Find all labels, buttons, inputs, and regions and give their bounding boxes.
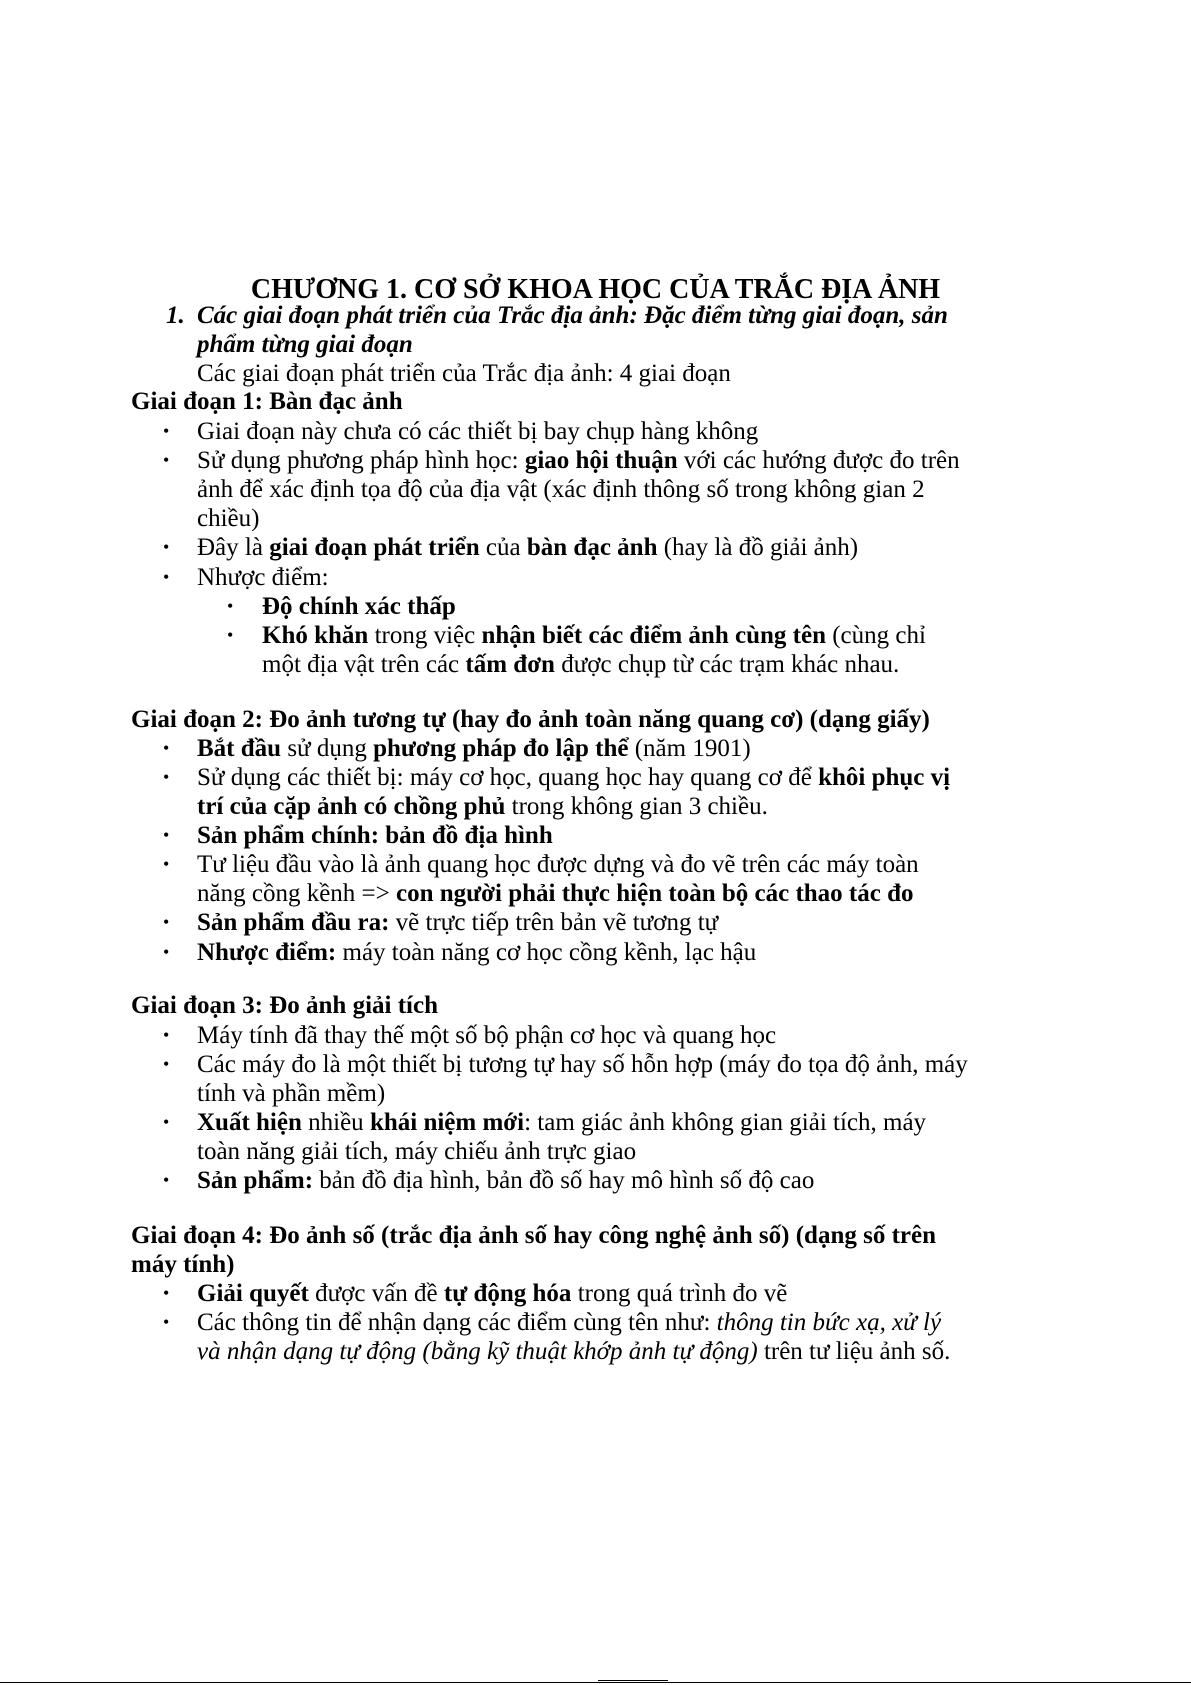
stage3-bullet4: Sản phẩm: bản đồ địa hình, bản đồ số hay mô hình số độ cao bbox=[197, 1167, 815, 1194]
question-number: 1. bbox=[166, 302, 185, 329]
bullet-icon: • bbox=[163, 912, 170, 932]
stage2-bullet3: Sản phẩm chính: bản đồ địa hình bbox=[197, 822, 553, 849]
stage4-heading-line2: máy tính) bbox=[131, 1251, 235, 1278]
bullet-icon: • bbox=[163, 1025, 170, 1045]
stage1-bullet1: Giai đoạn này chưa có các thiết bị bay chụp hàng không bbox=[197, 418, 759, 445]
bullet-icon: • bbox=[163, 421, 170, 441]
stage3-bullet3-line2: toàn năng giải tích, máy chiếu ảnh trực giao bbox=[197, 1138, 637, 1165]
stage2-bullet2-line1: Sử dụng các thiết bị: máy cơ học, quang học hay quang cơ để khôi phục vị bbox=[197, 764, 951, 791]
stage3-heading: Giai đoạn 3: Đo ảnh giải tích bbox=[131, 992, 438, 1019]
stage1-bullet2-line3: chiều) bbox=[197, 505, 260, 532]
stage4-bullet1: Giải quyết được vấn đề tự động hóa trong quá trình đo vẽ bbox=[197, 1280, 788, 1307]
bullet-icon: • bbox=[163, 942, 170, 962]
stage2-bullet6: Nhược điểm: máy toàn năng cơ học cồng kềnh, lạc hậu bbox=[197, 939, 757, 966]
stage2-bullet2-line2: trí của cặp ảnh có chồng phủ trong không gian 3 chiều. bbox=[197, 793, 768, 820]
bullet-icon: • bbox=[163, 537, 170, 557]
bullet-icon: • bbox=[163, 738, 170, 758]
stage2-heading: Giai đoạn 2: Đo ảnh tương tự (hay đo ảnh toàn năng quang cơ) (dạng giấy) bbox=[131, 706, 930, 733]
stage4-heading-line1: Giai đoạn 4: Đo ảnh số (trắc địa ảnh số hay công nghệ ảnh số) (dạng số trên bbox=[131, 1222, 936, 1249]
stage2-bullet1: Bắt đầu sử dụng phương pháp đo lập thể (năm 1901) bbox=[197, 735, 751, 762]
bullet-icon: • bbox=[163, 450, 170, 470]
question-heading-line2: phẩm từng giai đoạn bbox=[197, 331, 413, 358]
stage1-bullet4: Nhược điểm: bbox=[197, 564, 329, 591]
page-bottom-rule bbox=[0, 1682, 1191, 1683]
bullet-icon: • bbox=[163, 767, 170, 787]
stage1-heading: Giai đoạn 1: Bàn đạc ảnh bbox=[131, 388, 403, 415]
stage3-bullet2-line1: Các máy đo là một thiết bị tương tự hay số hỗn hợp (máy đo tọa độ ảnh, máy bbox=[197, 1051, 968, 1078]
bullet-icon: • bbox=[163, 567, 170, 587]
bullet-icon: • bbox=[227, 625, 234, 645]
stage3-bullet3-line1: Xuất hiện nhiều khái niệm mới: tam giác ảnh không gian giải tích, máy bbox=[197, 1109, 927, 1136]
question-heading-line1: Các giai đoạn phát triển của Trắc địa ảnh: Đặc điểm từng giai đoạn, sản bbox=[197, 302, 948, 329]
stage3-bullet2-line2: tính và phần mềm) bbox=[197, 1080, 386, 1107]
bullet-icon: • bbox=[163, 1170, 170, 1190]
stage1-bullet3: Đây là giai đoạn phát triển của bàn đạc ảnh (hay là đồ giải ảnh) bbox=[197, 534, 859, 561]
stage1-sub-bullet1: Độ chính xác thấp bbox=[262, 593, 456, 620]
stage1-sub-bullet2-line2: một địa vật trên các tấm đơn được chụp từ các trạm khác nhau. bbox=[262, 651, 900, 678]
stage2-bullet4-line1: Tư liệu đầu vào là ảnh quang học được dựng và đo vẽ trên các máy toàn bbox=[197, 851, 919, 878]
bullet-icon: • bbox=[163, 825, 170, 845]
bullet-icon: • bbox=[163, 1054, 170, 1074]
page-bottom-rule-segment bbox=[598, 1680, 668, 1681]
bullet-icon: • bbox=[163, 1312, 170, 1332]
chapter-title: CHƯƠNG 1. CƠ SỞ KHOA HỌC CỦA TRẮC ĐỊA ẢNH bbox=[250, 274, 941, 305]
stage4-bullet2-line1: Các thông tin để nhận dạng các điểm cùng tên như: thông tin bức xạ, xử lý bbox=[197, 1309, 942, 1336]
stage1-sub-bullet2-line1: Khó khăn trong việc nhận biết các điểm ảnh cùng tên (cùng chỉ bbox=[262, 622, 926, 649]
stage1-bullet2-line2: ảnh để xác định tọa độ của địa vật (xác định thông số trong không gian 2 bbox=[197, 476, 925, 503]
stage1-bullet2-line1: Sử dụng phương pháp hình học: giao hội thuận với các hướng được đo trên bbox=[197, 447, 960, 474]
stage3-bullet1: Máy tính đã thay thế một số bộ phận cơ học và quang học bbox=[197, 1022, 777, 1049]
question-intro: Các giai đoạn phát triển của Trắc địa ảnh: 4 giai đoạn bbox=[197, 360, 731, 387]
stage2-bullet4-line2: năng cồng kềnh => con người phải thực hiện toàn bộ các thao tác đo bbox=[197, 880, 914, 907]
bullet-icon: • bbox=[163, 1283, 170, 1303]
bullet-icon: • bbox=[163, 854, 170, 874]
stage4-bullet2-line2: và nhận dạng tự động (bằng kỹ thuật khớp ảnh tự động) trên tư liệu ảnh số. bbox=[197, 1338, 951, 1365]
stage2-bullet5: Sản phẩm đầu ra: vẽ trực tiếp trên bản vẽ tương tự bbox=[197, 909, 719, 936]
bullet-icon: • bbox=[227, 596, 234, 616]
bullet-icon: • bbox=[163, 1112, 170, 1132]
